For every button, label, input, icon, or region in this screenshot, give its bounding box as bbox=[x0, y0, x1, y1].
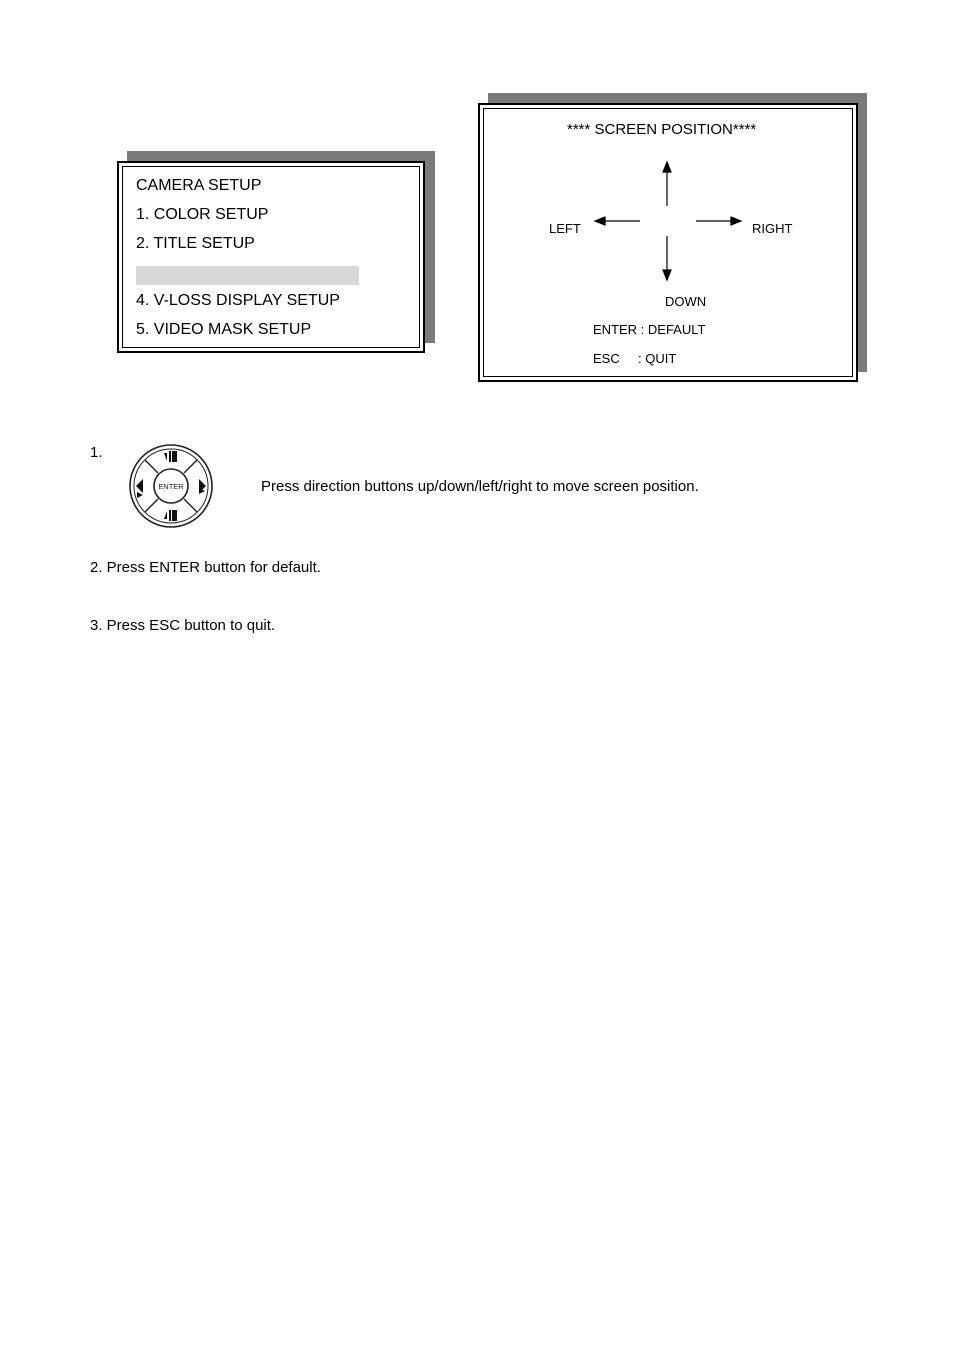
step-3-text: 3. Press ESC button to quit. bbox=[90, 617, 276, 634]
camera-menu-inner-border bbox=[122, 166, 420, 348]
camera-menu-title: CAMERA SETUP bbox=[136, 177, 262, 194]
keypad-enter-label: ENTER bbox=[158, 482, 184, 491]
left-arrowhead-icon bbox=[595, 217, 605, 225]
direction-keypad-icon bbox=[128, 442, 214, 530]
menu-item-highlighted[interactable] bbox=[136, 266, 359, 285]
step-1-number: 1. bbox=[90, 444, 103, 461]
down-arrowhead-icon bbox=[663, 270, 671, 280]
screen-position-title: **** SCREEN POSITION**** bbox=[567, 121, 757, 138]
enter-default-line: ENTER : DEFAULT bbox=[593, 322, 706, 337]
camera-setup-menu bbox=[117, 161, 425, 353]
left-label: LEFT bbox=[549, 221, 581, 236]
esc-key-label: ESC bbox=[593, 351, 620, 366]
menu-item-video-mask-setup[interactable]: 5. VIDEO MASK SETUP bbox=[136, 321, 312, 338]
right-arrowhead-icon bbox=[731, 217, 741, 225]
esc-quit-label: : QUIT bbox=[638, 351, 677, 366]
screen-position-menu bbox=[478, 103, 858, 382]
step-2-text: 2. Press ENTER button for default. bbox=[90, 559, 321, 576]
up-arrowhead-icon bbox=[663, 162, 671, 172]
down-label: DOWN bbox=[665, 294, 707, 309]
step-1-text: Press direction buttons up/down/left/right to move screen position. bbox=[261, 478, 699, 495]
menu-item-color-setup[interactable]: 1. COLOR SETUP bbox=[136, 206, 269, 223]
screen-position-inner-border bbox=[483, 108, 853, 377]
right-label: RIGHT bbox=[752, 221, 793, 236]
direction-arrows bbox=[484, 109, 856, 380]
menu-item-title-setup[interactable]: 2. TITLE SETUP bbox=[136, 235, 255, 252]
menu-item-vloss-display-setup[interactable]: 4. V-LOSS DISPLAY SETUP bbox=[136, 292, 340, 309]
